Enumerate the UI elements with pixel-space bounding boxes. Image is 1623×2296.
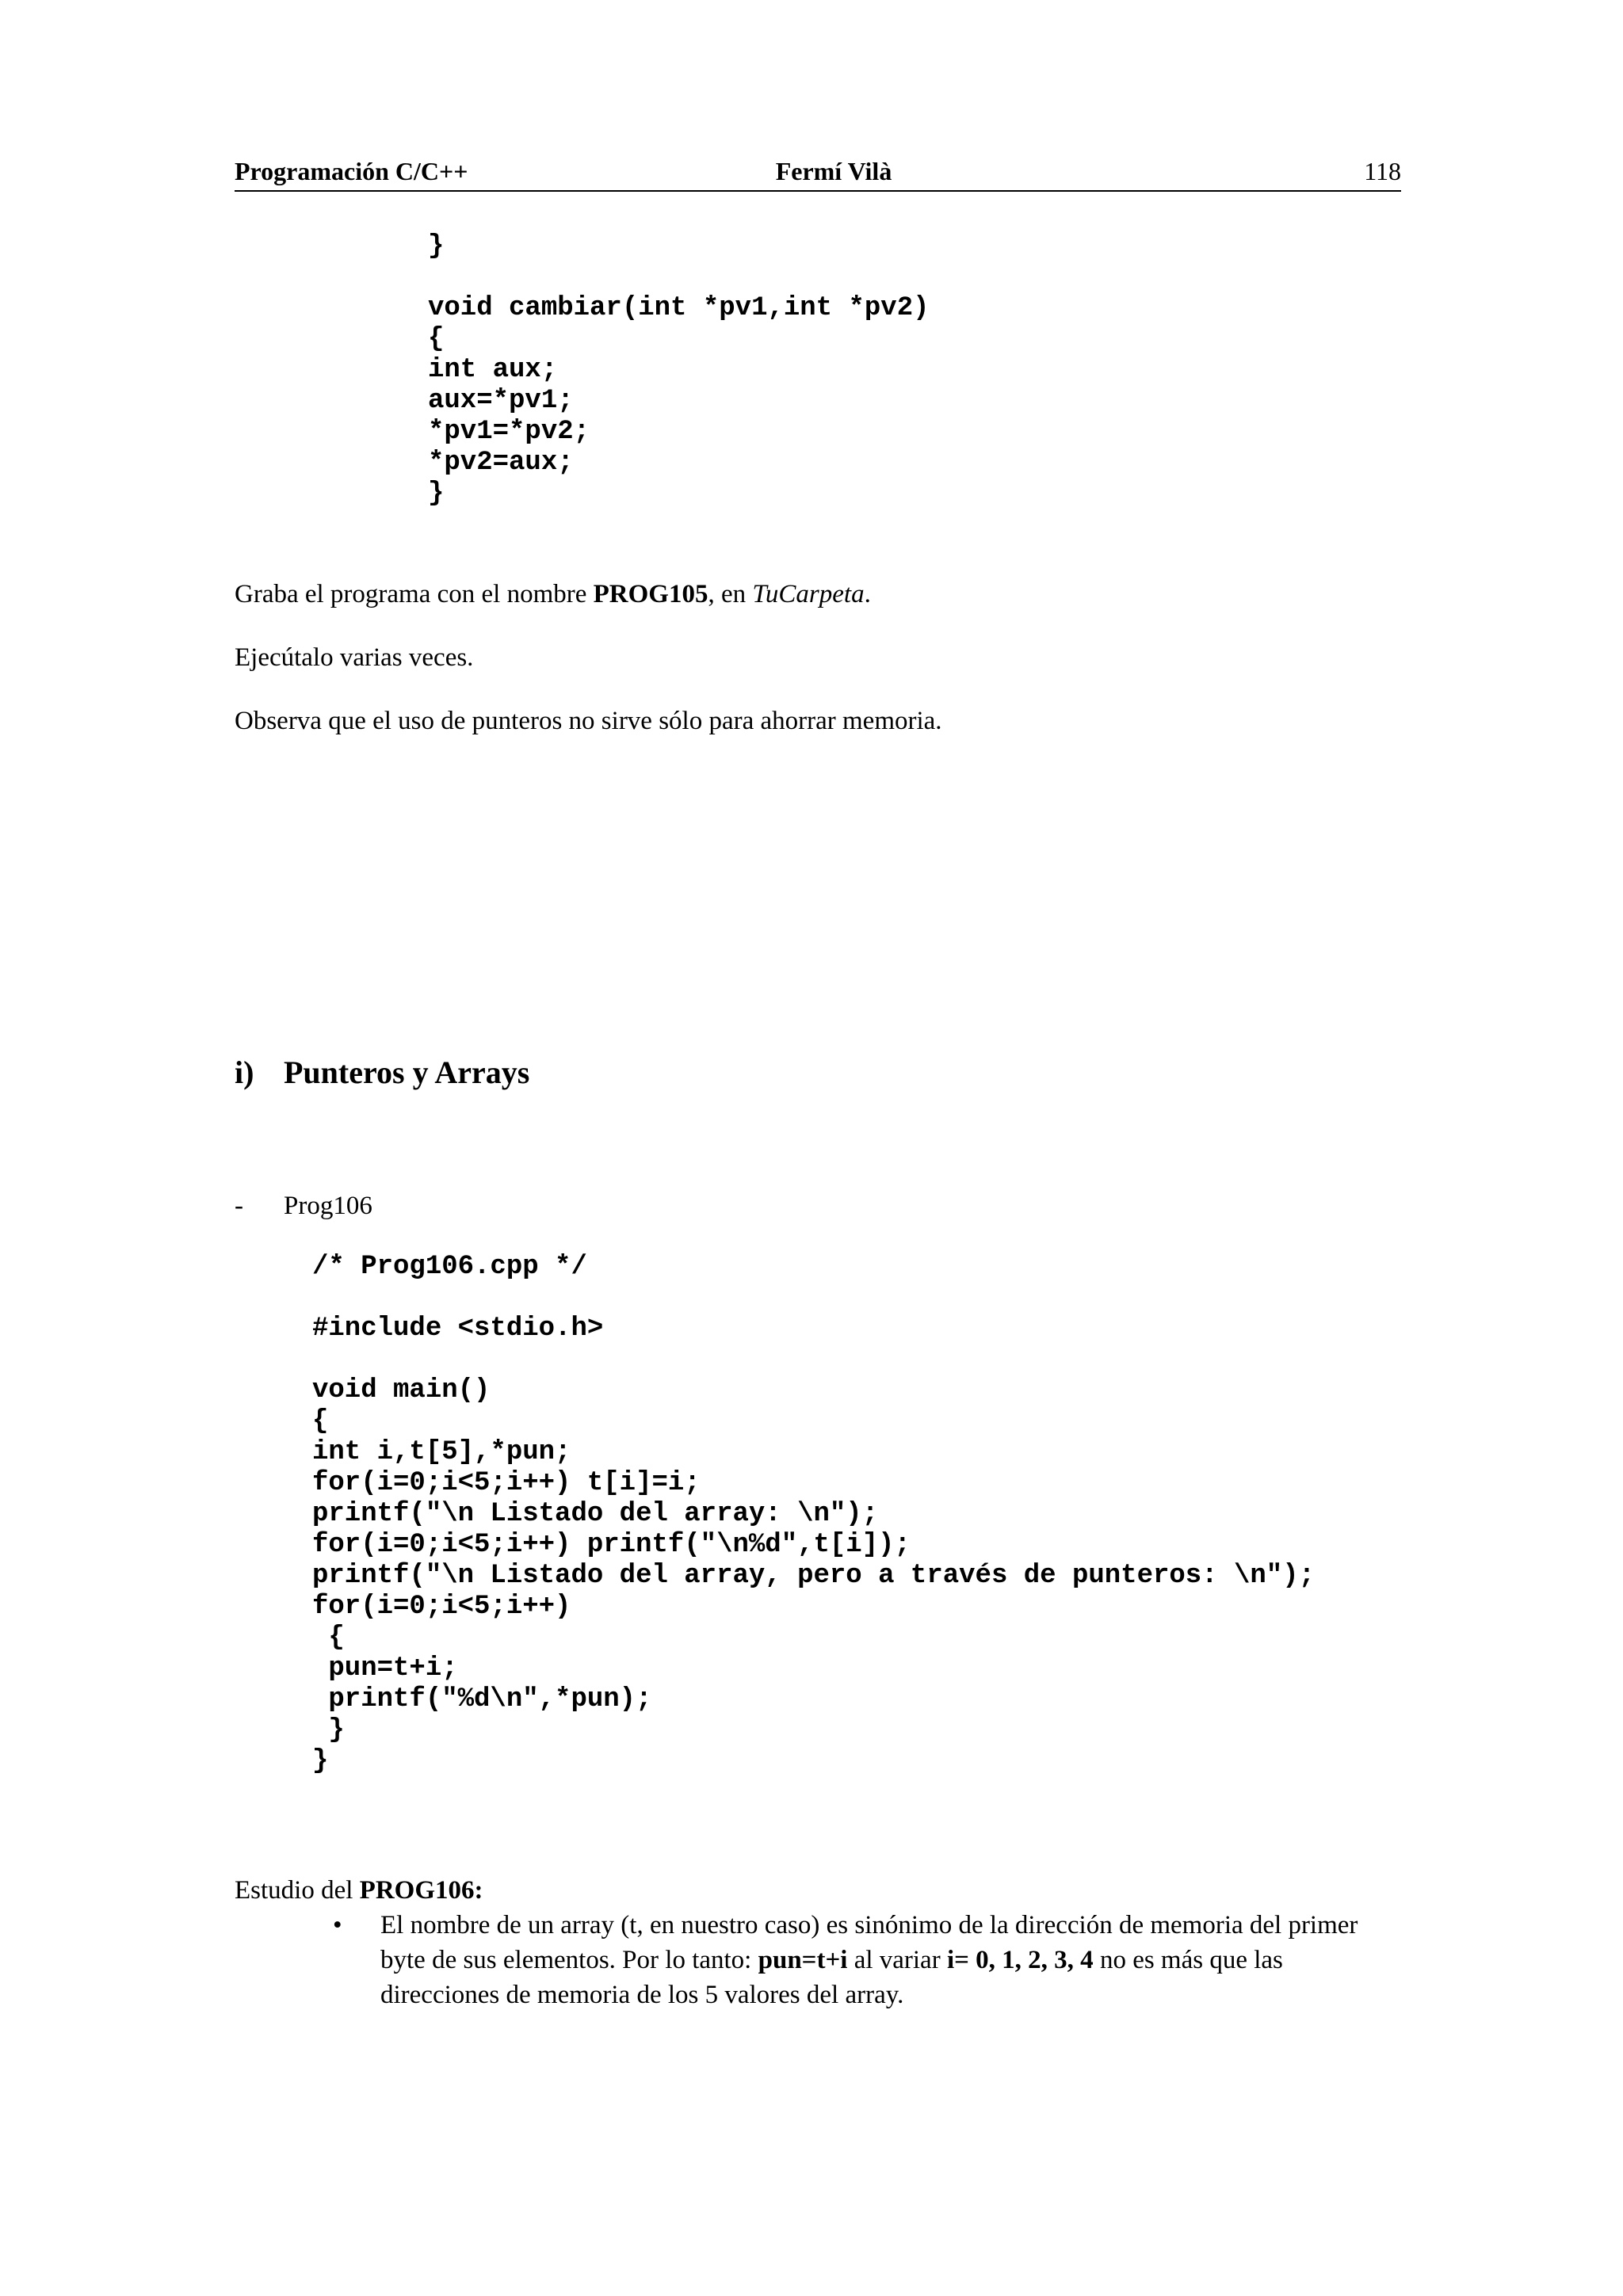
code-main-line: for(i=0;i<5;i++) printf("\n%d",t[i]); bbox=[312, 1530, 911, 1560]
code-main-line: #include <stdio.h> bbox=[312, 1314, 604, 1344]
paragraph-run: Ejecútalo varias veces. bbox=[235, 643, 474, 672]
code-main-line: int i,t[5],*pun; bbox=[312, 1437, 571, 1467]
study-heading: Estudio del PROG106: bbox=[235, 1876, 483, 1905]
code-top-line bbox=[428, 262, 930, 293]
section-number: i) bbox=[235, 1055, 254, 1090]
code-block-cambiar bbox=[428, 231, 930, 509]
section-title: Punteros y Arrays bbox=[284, 1055, 530, 1090]
code-main-line: for(i=0;i<5;i++) t[i]=i; bbox=[312, 1468, 701, 1498]
header-book-title: Programación C/C++ bbox=[235, 157, 468, 185]
list-item-label: Prog106 bbox=[284, 1192, 372, 1220]
list-item-prog106 bbox=[235, 1190, 372, 1222]
header-author: Fermí Vilà bbox=[775, 157, 892, 185]
bullet-text: El nombre de un array (t, en nuestro caso) es sinónimo de la dirección de memoria del primer byte de sus elementos. Por lo tanto: pun=t+i al variar i= 0, 1, 2, 3, 4 no es más que las direcciones de memoria de los 5 valores del array. bbox=[380, 1911, 1358, 2009]
code-top-line: { bbox=[428, 324, 445, 354]
section-heading bbox=[235, 1054, 529, 1092]
code-top-line: *pv1=*pv2; bbox=[428, 417, 590, 447]
code-main-line: } bbox=[312, 1715, 345, 1745]
code-top-line: } bbox=[428, 231, 445, 261]
code-main-line: pun=t+i; bbox=[312, 1653, 458, 1684]
code-main-line: { bbox=[312, 1623, 345, 1653]
list-marker: - bbox=[235, 1192, 243, 1220]
code-main-line: for(i=0;i<5;i++) bbox=[312, 1592, 571, 1622]
code-top-line: aux=*pv1; bbox=[428, 386, 574, 416]
code-main-line: { bbox=[312, 1406, 329, 1436]
code-main-line: void main() bbox=[312, 1375, 491, 1405]
program-name: PROG105 bbox=[593, 580, 708, 608]
code-main-line bbox=[312, 1344, 1315, 1375]
code-main-line: printf("\n Listado del array, pero a través de punteros: \n"); bbox=[312, 1561, 1316, 1591]
code-main-line bbox=[312, 1283, 1315, 1314]
paragraph-observe: Observa que el uso de punteros no sirve sólo para ahorrar memoria. bbox=[235, 707, 942, 735]
code-main-line: } bbox=[312, 1746, 329, 1776]
code-main-line: printf("\n Listado del array: \n"); bbox=[312, 1499, 879, 1529]
bullet-item bbox=[333, 1908, 1403, 2012]
study-program-name: PROG106: bbox=[359, 1876, 483, 1905]
code-top-line: int aux; bbox=[428, 355, 558, 385]
paragraph-save-program: Graba el programa con el nombre PROG105, en TuCarpeta. bbox=[235, 580, 871, 608]
header-page-number: 118 bbox=[1364, 157, 1401, 185]
code-top-line: *pv2=aux; bbox=[428, 448, 574, 478]
code-main-line: /* Prog106.cpp */ bbox=[312, 1252, 587, 1282]
code-block-prog106 bbox=[312, 1252, 1315, 1777]
page-header bbox=[235, 155, 1401, 192]
code-top-line: } bbox=[428, 479, 445, 509]
folder-name: TuCarpeta bbox=[752, 580, 865, 608]
bullet-icon: • bbox=[333, 1911, 342, 1939]
code-top-line: void cambiar(int *pv1,int *pv2) bbox=[428, 293, 930, 323]
code-main-line: printf("%d\n",*pun); bbox=[312, 1684, 652, 1714]
